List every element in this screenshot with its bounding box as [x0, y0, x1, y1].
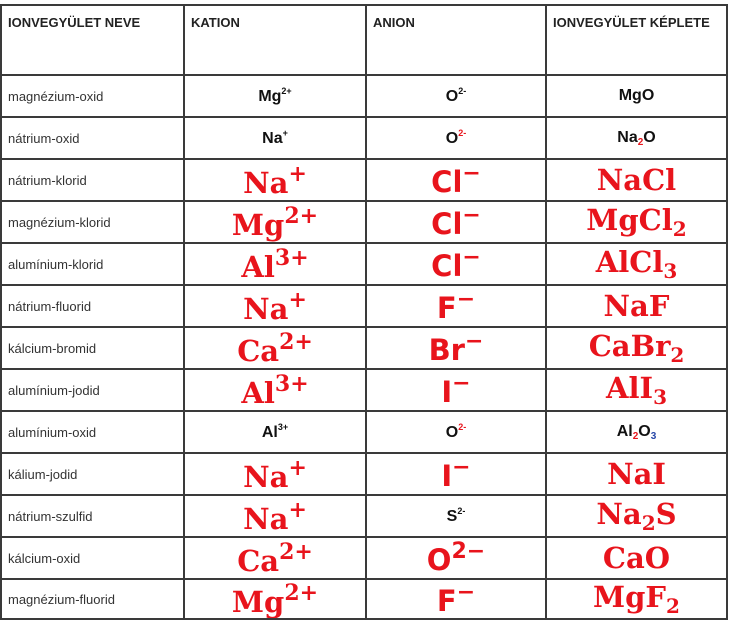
anion-element: O — [426, 543, 452, 577]
cation-charge: 3+ — [274, 370, 309, 397]
formula-cell — [546, 243, 727, 285]
cation-charge: 2+ — [284, 202, 319, 229]
anion-cell — [366, 201, 546, 243]
anion-cell — [366, 243, 546, 285]
anion-charge: − — [462, 161, 481, 186]
cation-symbol — [243, 454, 307, 494]
formula-part: MgCl — [586, 202, 673, 237]
compound-name: nátrium-klorid — [1, 159, 184, 201]
anion-cell — [366, 579, 546, 619]
cation-symbol — [237, 328, 313, 368]
table-row — [1, 201, 727, 243]
ion-compound-table — [0, 4, 728, 620]
anion-cell — [366, 411, 546, 453]
anion-symbol — [447, 508, 466, 525]
anion-cell — [366, 453, 546, 495]
cation-element: Ca — [237, 333, 280, 368]
cation-symbol — [241, 370, 309, 410]
anion-cell — [366, 285, 546, 327]
anion-charge: − — [462, 245, 481, 270]
header-cation: KATION — [184, 5, 366, 75]
table-row — [1, 453, 727, 495]
cation-element: Na — [243, 291, 289, 326]
anion-cell — [366, 495, 546, 537]
cation-cell — [184, 201, 366, 243]
cation-element: Mg — [231, 584, 285, 619]
formula-subscript: 3 — [653, 384, 667, 409]
anion-symbol — [431, 161, 481, 199]
formula-part: O — [643, 128, 656, 146]
cation-element: Mg — [258, 88, 282, 105]
cation-element: Ca — [237, 543, 280, 578]
table-row — [1, 327, 727, 369]
cation-cell — [184, 327, 366, 369]
cation-symbol — [258, 88, 291, 105]
formula-cell — [546, 159, 727, 201]
formula-text — [586, 202, 687, 241]
formula-subscript: 2 — [632, 430, 639, 442]
anion-element: F — [436, 291, 457, 325]
anion-element: Cl — [431, 249, 463, 283]
compound-name: kálcium-oxid — [1, 537, 184, 579]
formula-cell — [546, 411, 727, 453]
formula-part: NaF — [603, 288, 670, 323]
table-row — [1, 579, 727, 619]
table-row — [1, 159, 727, 201]
formula-cell — [546, 327, 727, 369]
cation-element: Na — [243, 165, 289, 200]
anion-symbol — [436, 580, 476, 618]
anion-charge: 2- — [458, 128, 467, 138]
cation-charge: + — [288, 496, 307, 523]
formula-text — [619, 87, 655, 104]
formula-cell — [546, 369, 727, 411]
formula-cell — [546, 537, 727, 579]
formula-text — [617, 129, 655, 146]
anion-charge: − — [456, 580, 476, 605]
anion-cell — [366, 75, 546, 117]
cation-symbol — [243, 286, 307, 326]
cation-symbol — [241, 244, 309, 284]
anion-cell — [366, 369, 546, 411]
cation-cell — [184, 117, 366, 159]
formula-part: CaBr — [588, 328, 671, 363]
cation-element: Al — [241, 375, 275, 410]
cation-element: Na — [262, 130, 283, 147]
formula-part: Na — [617, 128, 638, 146]
cation-charge: 3+ — [274, 244, 309, 271]
cation-symbol — [243, 496, 307, 536]
formula-text — [617, 423, 657, 440]
table-row — [1, 411, 727, 453]
anion-symbol — [436, 287, 476, 325]
formula-part: CaO — [602, 540, 671, 575]
formula-text — [604, 289, 670, 323]
formula-part: Na — [596, 496, 642, 531]
formula-part: MgO — [618, 87, 655, 104]
cation-cell — [184, 411, 366, 453]
cation-cell — [184, 285, 366, 327]
cation-symbol — [262, 424, 288, 441]
anion-charge: 2− — [451, 539, 486, 564]
table-row — [1, 537, 727, 579]
anion-cell — [366, 117, 546, 159]
formula-subscript: 2 — [672, 216, 687, 241]
formula-subscript: 2 — [641, 510, 656, 535]
anion-charge: − — [464, 329, 484, 354]
cation-symbol — [237, 538, 313, 578]
anion-charge: − — [462, 203, 481, 228]
cation-cell — [184, 579, 366, 619]
cation-charge: + — [282, 128, 288, 138]
table-row — [1, 495, 727, 537]
table-row — [1, 75, 727, 117]
anion-charge: 2- — [458, 86, 467, 96]
cation-symbol — [231, 579, 319, 619]
cation-symbol — [243, 160, 307, 200]
anion-charge: − — [456, 287, 476, 312]
cation-element: Al — [241, 249, 275, 284]
formula-subscript: 3 — [650, 430, 657, 442]
cation-symbol — [262, 130, 288, 147]
formula-cell — [546, 453, 727, 495]
formula-text — [603, 541, 670, 575]
header-row — [1, 5, 727, 75]
cation-charge: 2+ — [279, 328, 313, 355]
formula-part: Al — [616, 422, 633, 440]
cation-charge: + — [288, 286, 307, 313]
anion-symbol — [446, 424, 466, 441]
cation-element: Al — [261, 424, 278, 441]
anion-symbol — [431, 245, 481, 283]
formula-cell — [546, 285, 727, 327]
compound-name: alumínium-jodid — [1, 369, 184, 411]
anion-charge: 2- — [457, 506, 466, 516]
cation-cell — [184, 75, 366, 117]
header-anion: ANION — [366, 5, 546, 75]
anion-symbol — [428, 329, 484, 367]
cation-charge: 2+ — [279, 538, 313, 565]
cation-cell — [184, 453, 366, 495]
anion-cell — [366, 159, 546, 201]
cation-charge: + — [288, 454, 307, 481]
formula-subscript: 2 — [670, 342, 685, 367]
table-row — [1, 117, 727, 159]
formula-cell — [546, 117, 727, 159]
formula-text — [597, 163, 676, 197]
anion-element: Br — [428, 333, 465, 367]
compound-name: magnézium-klorid — [1, 201, 184, 243]
formula-cell — [546, 201, 727, 243]
cation-cell — [184, 537, 366, 579]
cation-element: Mg — [231, 207, 285, 242]
anion-element: O — [445, 424, 459, 441]
compound-name: alumínium-klorid — [1, 243, 184, 285]
anion-element: F — [436, 584, 457, 618]
cation-cell — [184, 159, 366, 201]
cation-charge: 2+ — [281, 86, 292, 96]
anion-element: O — [445, 130, 459, 147]
anion-symbol — [426, 539, 486, 577]
formula-part: AlI — [605, 370, 654, 405]
cation-cell — [184, 495, 366, 537]
cation-cell — [184, 369, 366, 411]
cation-charge: 3+ — [277, 422, 289, 432]
compound-name: nátrium-szulfid — [1, 495, 184, 537]
anion-symbol — [441, 371, 471, 409]
formula-part: O — [638, 422, 651, 440]
formula-part: AlCl — [595, 244, 664, 279]
compound-name: kálcium-bromid — [1, 327, 184, 369]
cation-symbol — [231, 202, 319, 242]
formula-subscript: 2 — [637, 136, 644, 148]
compound-name: magnézium-oxid — [1, 75, 184, 117]
anion-charge: − — [452, 371, 471, 396]
anion-charge: 2- — [458, 422, 467, 432]
formula-subscript: 2 — [666, 593, 680, 618]
header-formula: IONVEGYÜLET KÉPLETE — [546, 5, 727, 75]
anion-cell — [366, 327, 546, 369]
cation-charge: 2+ — [284, 579, 319, 606]
anion-element: I — [441, 375, 453, 409]
anion-symbol — [446, 88, 466, 105]
anion-symbol — [431, 203, 481, 241]
formula-part: S — [655, 496, 677, 531]
compound-name: magnézium-fluorid — [1, 579, 184, 619]
compound-name: kálium-jodid — [1, 453, 184, 495]
formula-cell — [546, 495, 727, 537]
table-row — [1, 285, 727, 327]
compound-name: nátrium-fluorid — [1, 285, 184, 327]
cation-cell — [184, 243, 366, 285]
cation-element: Na — [243, 459, 289, 494]
formula-text — [596, 496, 677, 535]
cation-charge: + — [288, 160, 307, 187]
formula-part: MgF — [593, 579, 667, 614]
compound-name: nátrium-oxid — [1, 117, 184, 159]
formula-part: NaCl — [596, 162, 677, 197]
anion-element: Cl — [431, 207, 463, 241]
formula-text — [605, 370, 667, 409]
cation-element: Na — [243, 501, 289, 536]
formula-part: NaI — [607, 456, 666, 491]
formula-cell — [546, 579, 727, 619]
anion-cell — [366, 537, 546, 579]
anion-symbol — [441, 455, 471, 493]
anion-element: O — [445, 88, 459, 105]
table-row — [1, 243, 727, 285]
anion-element: I — [441, 459, 453, 493]
table-body — [1, 75, 727, 619]
anion-element: S — [446, 508, 458, 525]
anion-symbol — [446, 130, 466, 147]
formula-cell — [546, 75, 727, 117]
formula-text — [607, 457, 666, 491]
compound-name: alumínium-oxid — [1, 411, 184, 453]
table-row — [1, 369, 727, 411]
formula-text — [588, 328, 685, 367]
anion-element: Cl — [431, 165, 463, 199]
formula-subscript: 3 — [663, 258, 678, 283]
header-name: IONVEGYÜLET NEVE — [1, 5, 184, 75]
formula-text — [595, 244, 678, 283]
formula-text — [593, 579, 680, 618]
anion-charge: − — [452, 455, 471, 480]
